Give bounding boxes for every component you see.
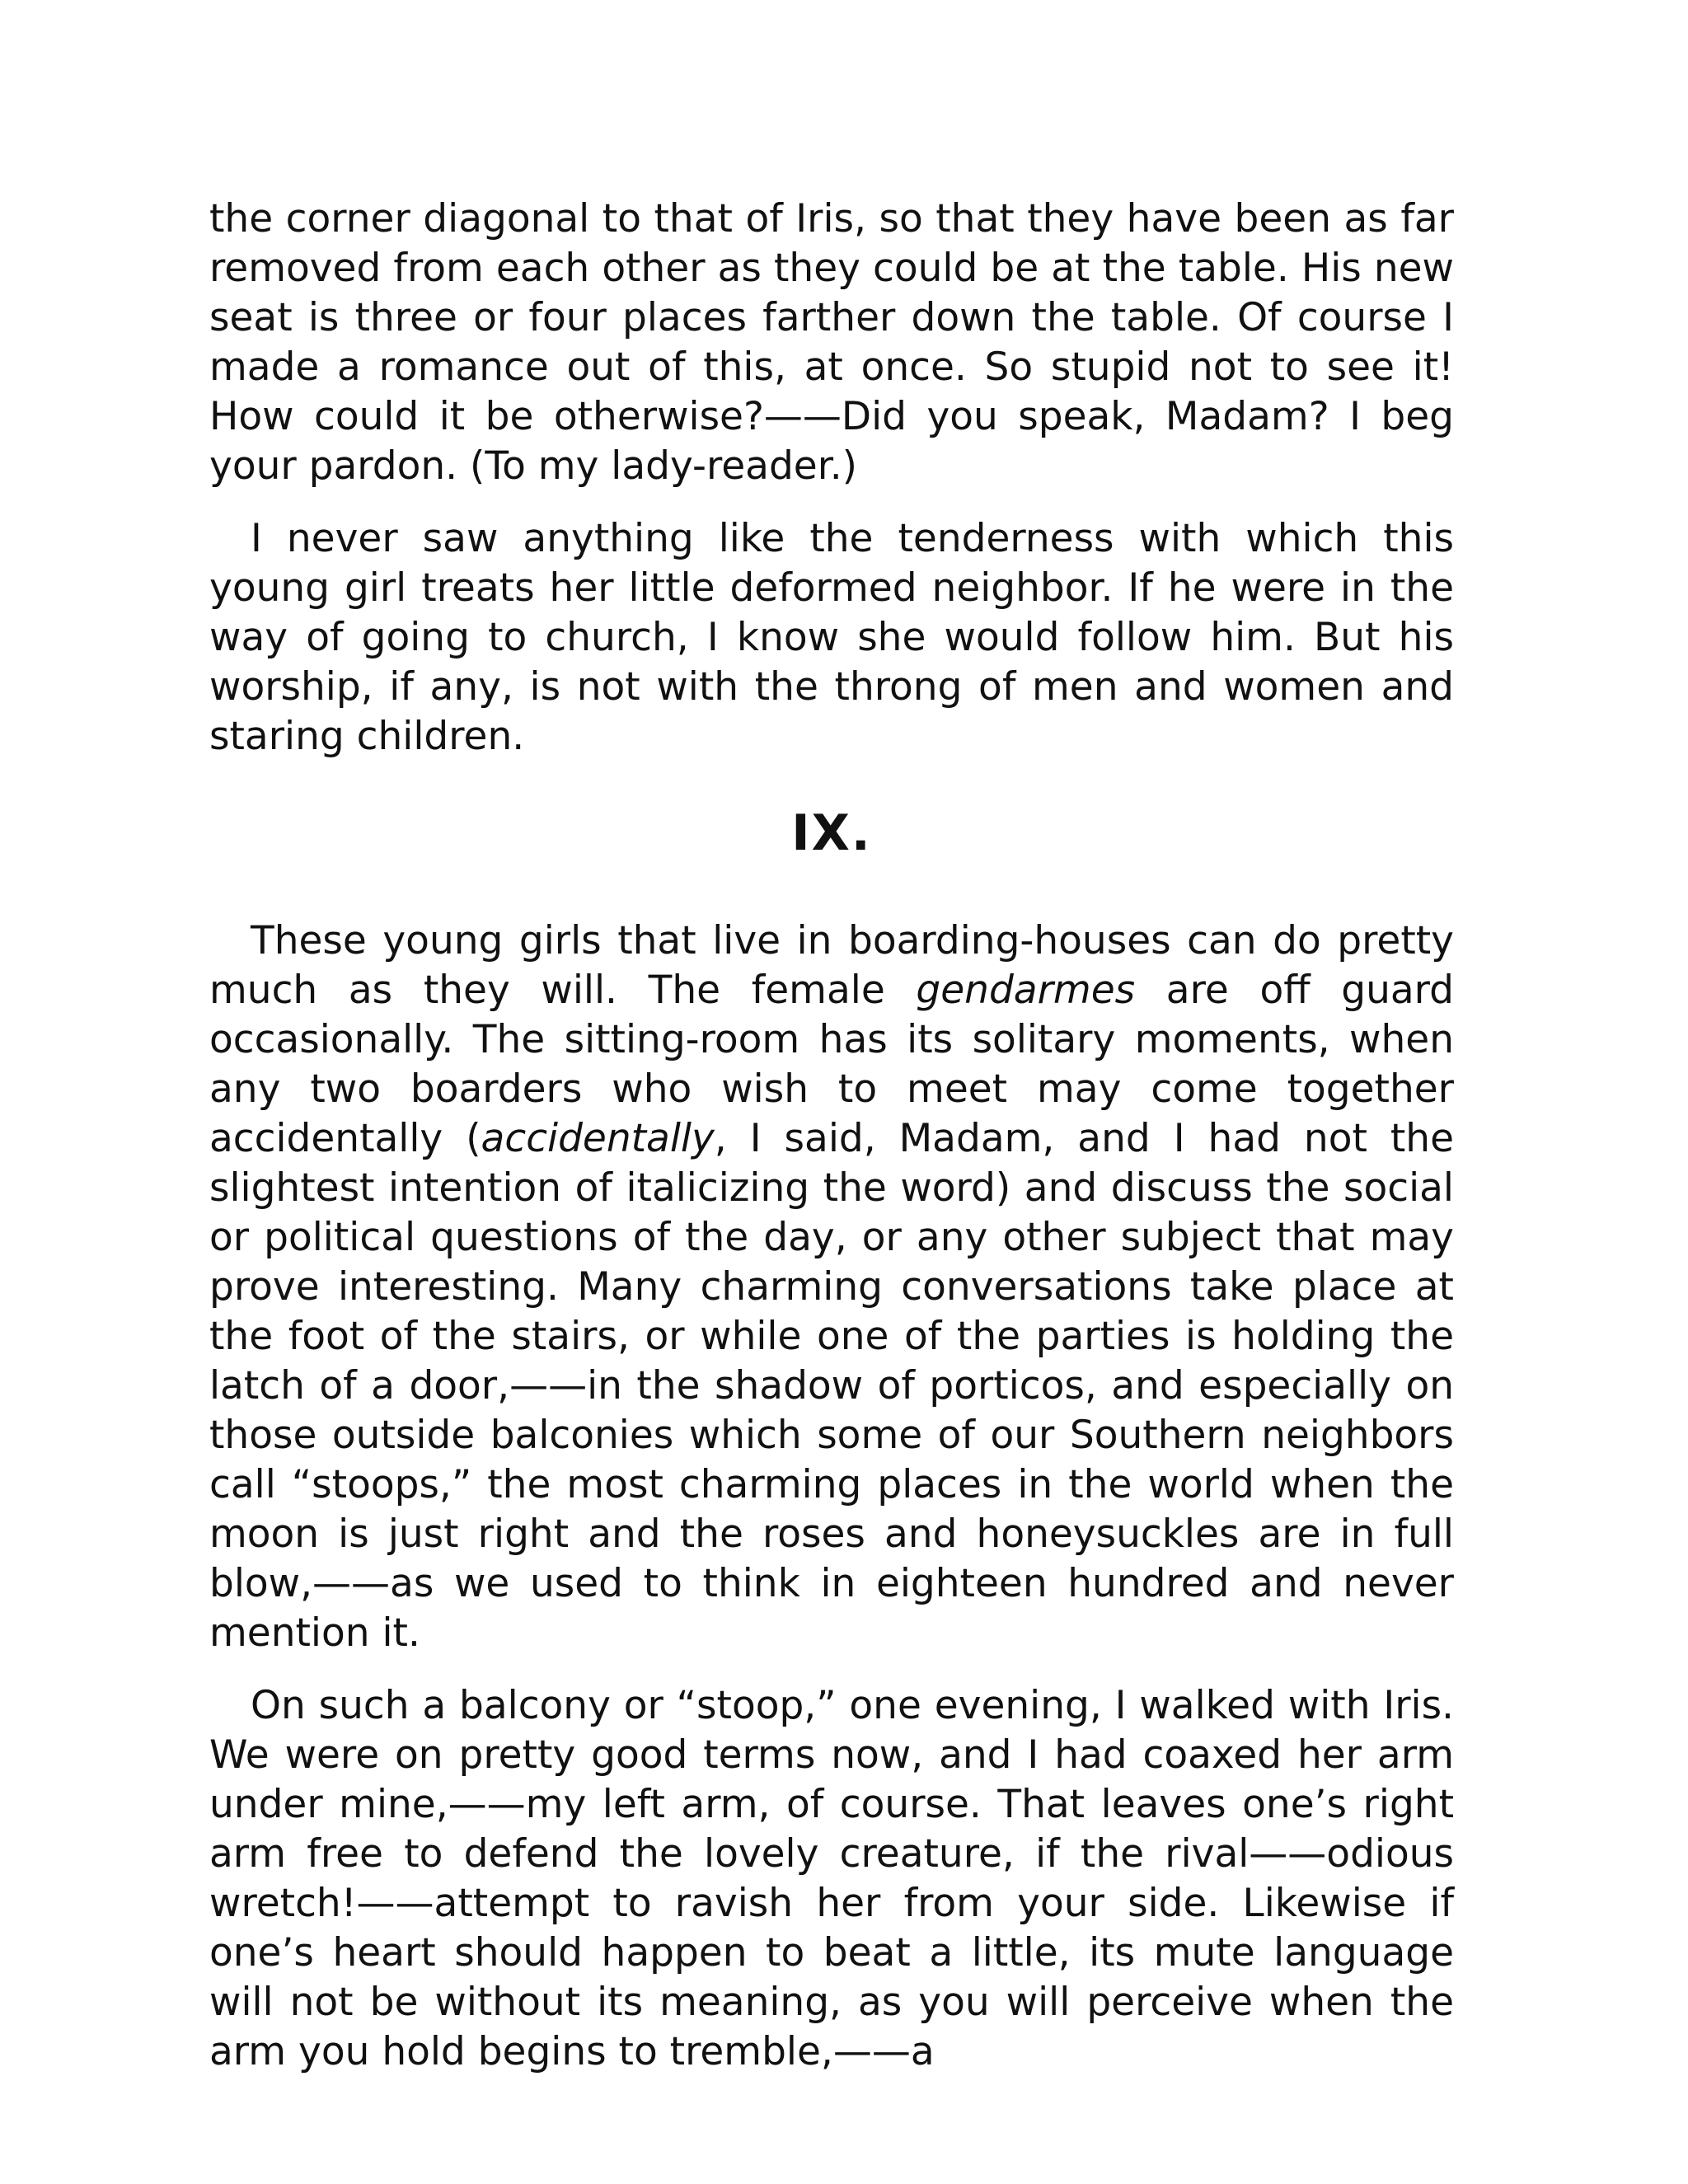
paragraph-text: , I said, Madam, and I had not the slightest intention of italicizing the word) and discuss the social or political questions of the day, or any other subject that may prove interesting. Many charming conversations take place at the foot of the stairs, or while one of the parties is holding the latch of a door,——in the shadow of porticos, and especially on those outside balconies which some of our Southern neighbors call “stoops,” the most charming places in the world when the moon is just right and the roses and honeysuckles are in full blow,——as we used to think in eighteen hundred and never mention it. xyxy=(209,1116,1454,1656)
paragraph-text: are off guard occasionally. The sitting-room has its solitary moments, when any two boarders who wish to meet may come together accidentally ( xyxy=(209,968,1455,1161)
paragraph-continued: the corner diagonal to that of Iris, so that they have been as far removed from each other as they could be at the table. His new seat is three or four places farther down the table. Of course I made a romance out of this, at once. So stupid not to see it! How could it be otherwise?——Did you speak, Madam? I beg your pardon. (To my lady-reader.) xyxy=(209,196,1454,489)
paragraph-balcony: On such a balcony or “stoop,” one evening, I walked with Iris. We were on pretty good terms now, and I had coaxed her arm under mine,——my left arm, of course. That leaves one’s right arm free to defend the lovely creature, if the rival——odious wretch!——attempt to ravish her from your side. Likewise if one’s heart should happen to beat a little, its mute language will not be without its meaning, as you will perceive when the arm you hold begins to tremble,——a xyxy=(209,1683,1454,2074)
italic-word-accidentally: accidentally xyxy=(481,1116,715,1161)
chapter-heading: IX. xyxy=(791,804,872,862)
paragraph-boarding-houses xyxy=(209,916,1454,1658)
paragraph-text: These young girls that live in boarding-houses can do pretty much as they will. The female xyxy=(209,918,1454,1013)
paragraph-tenderness: I never saw anything like the tenderness with which this young girl treats her little deformed neighbor. If he were in the way of going to church, I know she would follow him. But his worship, if any, is not with the throng of men and women and staring children. xyxy=(209,516,1454,759)
italic-word-gendarmes: gendarmes xyxy=(916,968,1136,1013)
book-page xyxy=(209,194,1454,2100)
